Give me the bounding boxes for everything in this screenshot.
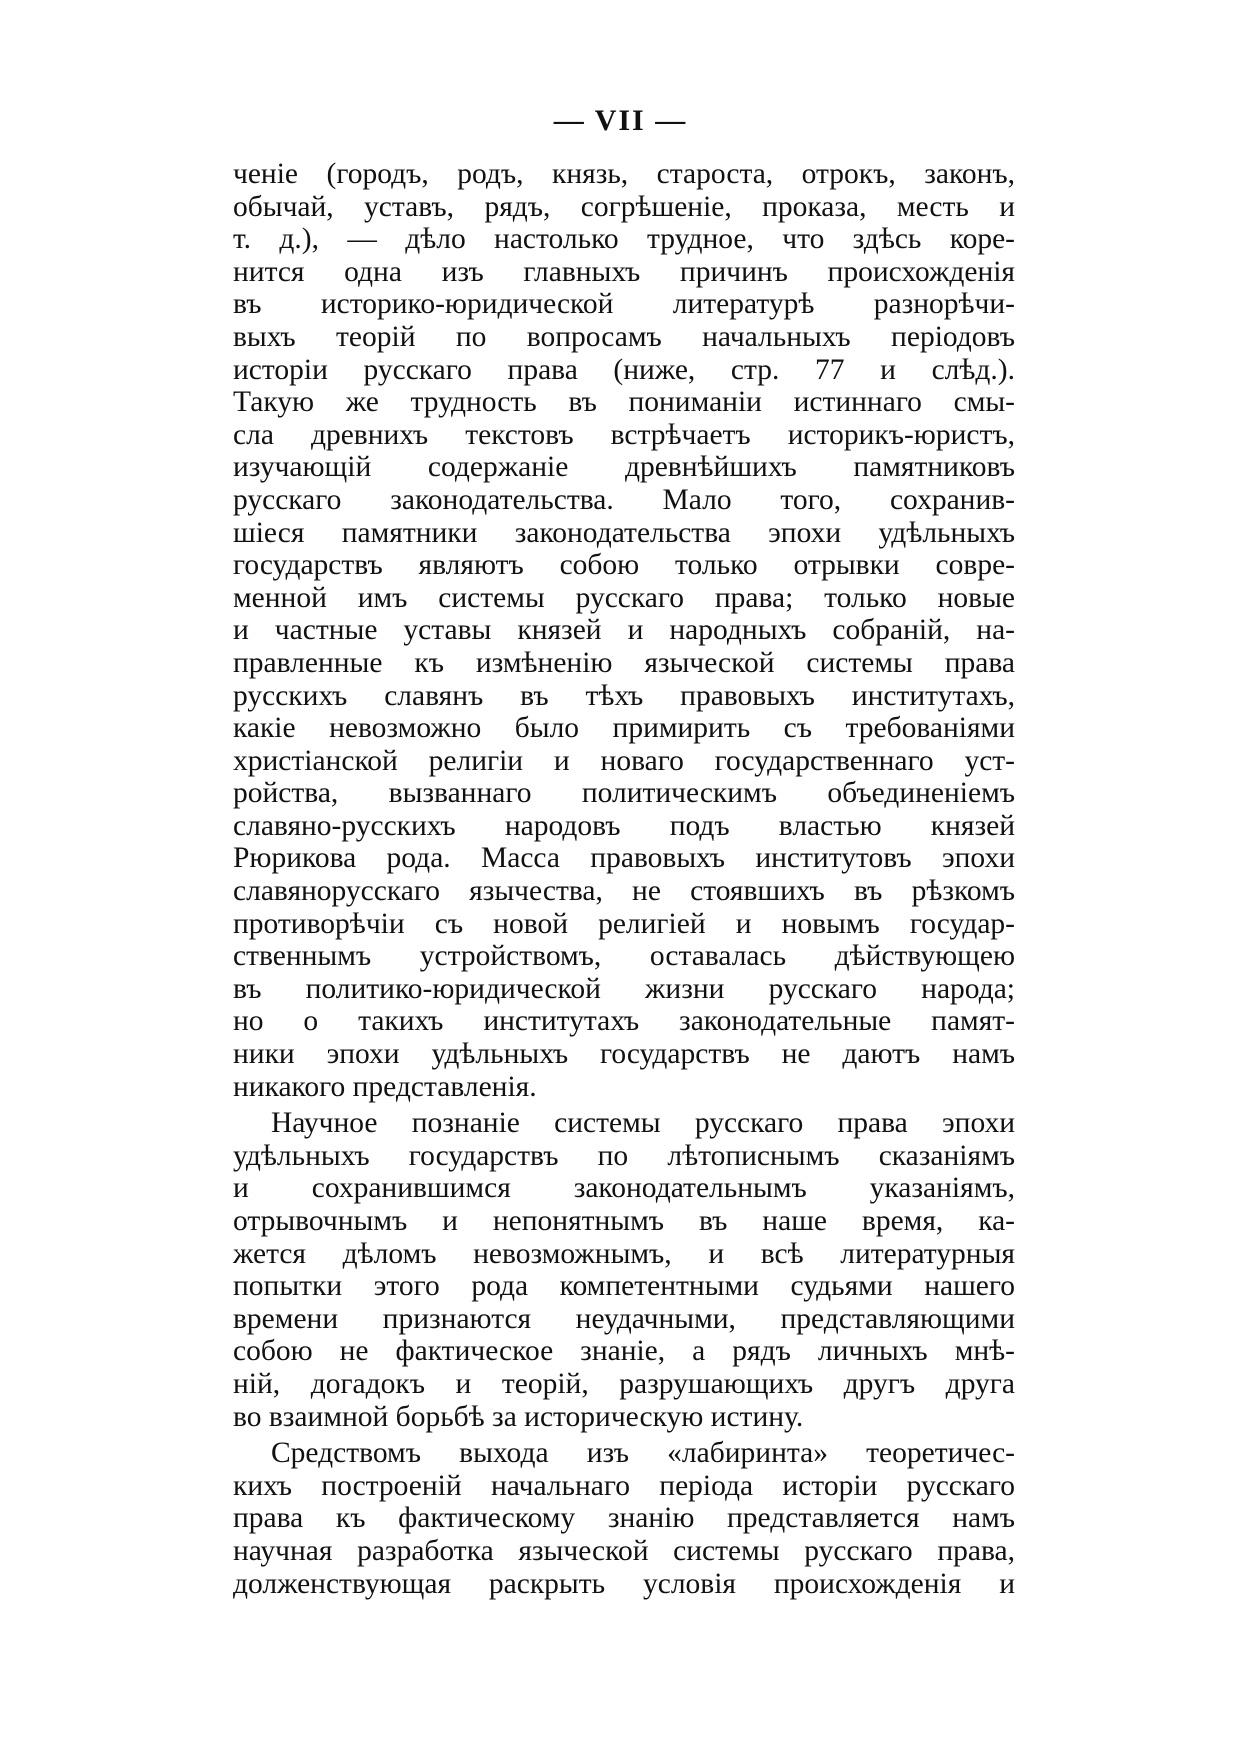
text-line: во взаимной борьбѣ за историческую истину. (233, 1400, 804, 1433)
text-line: собою не фактическое знаніе, а рядъ личныхъ мнѣ- (233, 1335, 1015, 1368)
text-line: шіеся памятники законодательства эпохи удѣльныхъ (233, 516, 1015, 549)
text-line: исторіи русскаго права (ниже, стр. 77 и слѣд.). (233, 353, 1015, 386)
text-line: ники эпохи удѣльныхъ государствъ не даютъ намъ (233, 1038, 1015, 1071)
text-line: государствъ являютъ собою только отрывки совре- (233, 549, 1015, 582)
text-line: русскихъ славянъ въ тѣхъ правовыхъ институтахъ, (233, 679, 1015, 712)
text-line: сла древнихъ текстовъ встрѣчаетъ историкъ-юристъ, (233, 418, 1015, 451)
text-line: права къ фактическому знанію представляется намъ (233, 1502, 1015, 1535)
paragraph-1 (233, 158, 1015, 1103)
text-line: и частные уставы князей и народныхъ собраній, на- (233, 614, 1015, 647)
text-line: правленные къ измѣненію языческой системы права (233, 646, 1015, 679)
text-line: отрывочнымъ и непонятнымъ въ наше время, ка- (233, 1205, 1015, 1237)
paragraph-3 (233, 1437, 1015, 1600)
text-line: славяно-русскихъ народовъ подъ властью князей (233, 809, 1015, 842)
text-line: какіе невозможно было примирить съ требованіями (233, 712, 1015, 745)
text-line: Рюрикова рода. Масса правовыхъ институтовъ эпохи (233, 842, 1015, 875)
text-line: Такую же трудность въ пониманіи истиннаго смы- (233, 386, 1015, 419)
text-line: менной имъ системы русскаго права; только новые (233, 581, 1015, 614)
text-line: славянорусскаго язычества, не стоявшихъ въ рѣзкомъ (233, 875, 1015, 908)
paragraph-2 (233, 1107, 1015, 1433)
text-line: христіанской религіи и новаго государственнаго уст- (233, 744, 1015, 777)
text-line: въ историко-юридической литературѣ разнорѣчи- (233, 288, 1015, 321)
text-line: Научное познаніе системы русскаго права эпохи (271, 1107, 1015, 1140)
text-line: ройства, вызваннаго политическимъ объединеніемъ (233, 777, 1015, 810)
page-number: — VII — (553, 104, 688, 137)
body-text (233, 158, 1015, 1600)
text-line: кихъ построеній начальнаго періода исторіи русскаго (233, 1469, 1015, 1502)
text-line: но о такихъ институтахъ законодательные памят- (233, 1005, 1015, 1038)
text-line: времени признаются неудачными, представляющими (233, 1302, 1015, 1335)
text-line: нится одна изъ главныхъ причинъ происхожденія (233, 255, 1015, 288)
text-line: научная разработка языческой системы русскаго права, (233, 1534, 1015, 1567)
text-line: удѣльныхъ государствъ по лѣтописнымъ сказаніямъ (233, 1139, 1015, 1172)
text-line: изучающій содержаніе древнѣйшихъ памятниковъ (233, 451, 1015, 484)
text-line: и сохранившимся законодательнымъ указаніямъ, (233, 1172, 1015, 1205)
text-line: русскаго законодательства. Мало того, сохранив- (233, 483, 1015, 516)
text-line: долженствующая раскрыть условія происхожденія и (233, 1567, 1015, 1600)
text-line: жется дѣломъ невозможнымъ, и всѣ литературныя (233, 1237, 1015, 1270)
text-line: противорѣчіи съ новой религіей и новымъ государ- (233, 907, 1015, 940)
text-line: въ политико-юридической жизни русскаго народа; (233, 972, 1015, 1005)
text-line: Средствомъ выхода изъ «лабиринта» теоретичес- (271, 1437, 1015, 1470)
text-line: попытки этого рода компетентными судьями нашего (233, 1270, 1015, 1303)
text-line: ченіе (городъ, родъ, князь, староста, отрокъ, законъ, (233, 158, 1015, 190)
text-line: ній, догадокъ и теорій, разрушающихъ другъ друга (233, 1367, 1015, 1400)
text-line: т. д.), — дѣло настолько трудное, что здѣсь коре- (233, 223, 1015, 256)
text-line: обычай, уставъ, рядъ, согрѣшеніе, проказа, месть и (233, 190, 1015, 223)
text-line: никакого представленія. (233, 1070, 537, 1103)
text-line: ственнымъ устройствомъ, оставалась дѣйствующею (233, 940, 1015, 973)
text-line: выхъ теорій по вопросамъ начальныхъ періодовъ (233, 320, 1015, 353)
